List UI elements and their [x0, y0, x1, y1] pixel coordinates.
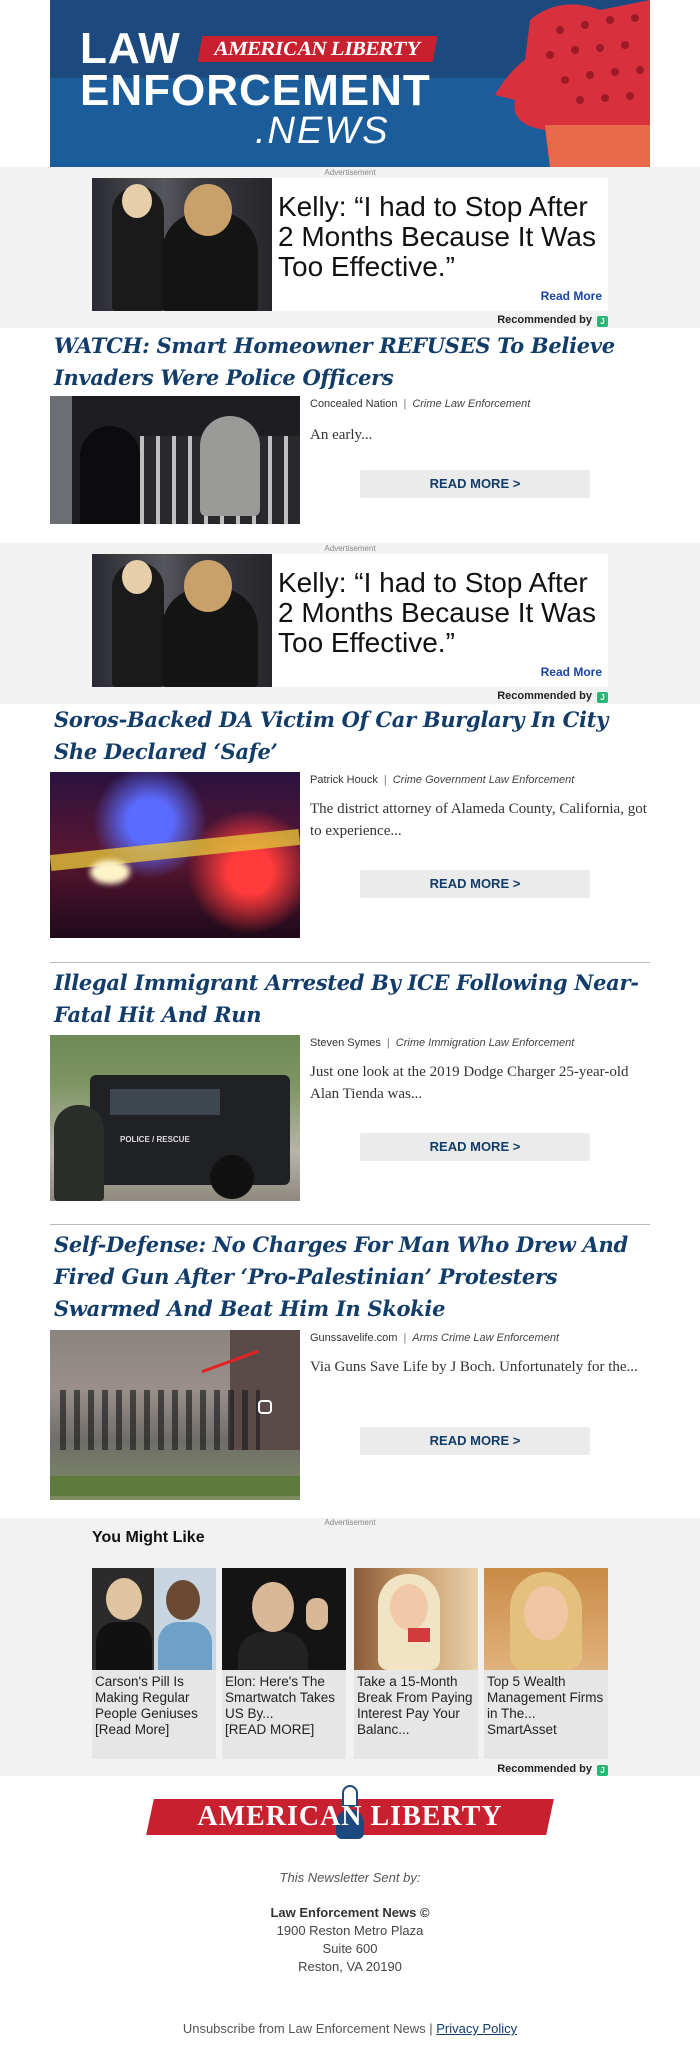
logo-line-enforcement: ENFORCEMENT — [80, 66, 431, 115]
recommendation-card[interactable] — [222, 1568, 346, 1759]
ad-label: Advertisement — [324, 1518, 376, 1527]
sent-by-text: This Newsletter Sent by: — [279, 1870, 421, 1885]
recommended-by-label: Recommended by — [497, 1763, 592, 1775]
you-might-like-title: You Might Like — [92, 1529, 205, 1546]
recommendation-text[interactable] — [357, 1674, 477, 1738]
read-more-button[interactable]: READ MORE > — [360, 870, 590, 898]
recommendation-card[interactable] — [354, 1568, 478, 1759]
meta-separator: | — [383, 774, 387, 786]
thumbnail-caption: POLICE / RESCUE — [120, 1135, 190, 1144]
publisher-name: Law Enforcement News © — [270, 1905, 430, 1920]
article-meta — [310, 398, 530, 410]
brand-ribbon: AMERICAN LIBERTY — [198, 36, 438, 62]
article-excerpt: The district attorney of Alameda County, California, got to experience... — [310, 801, 647, 839]
footer-brand-text: AMERICAN LIBERTY — [197, 1801, 503, 1832]
publisher-address — [0, 1904, 700, 1976]
you-might-like-grid — [92, 1568, 608, 1759]
unsubscribe-link[interactable]: Unsubscribe from Law Enforcement News — [182, 2021, 426, 2036]
article-author[interactable]: Concealed Nation — [310, 398, 398, 410]
recommended-badge: J — [597, 1765, 608, 1776]
meta-separator: | — [386, 1037, 390, 1049]
recommendation-image[interactable] — [484, 1568, 608, 1670]
recommended-by-label: Recommended by — [497, 314, 592, 326]
address-line-2: Suite 600 — [322, 1941, 378, 1956]
ad-label: Advertisement — [324, 544, 376, 553]
article-1 — [50, 330, 650, 530]
article-title[interactable]: Soros-Backed DA Victim Of Car Burglary In City She Declared ‘Safe’ — [54, 707, 609, 764]
recommended-by-label: Recommended by — [497, 690, 592, 702]
article-thumbnail[interactable] — [50, 1330, 300, 1500]
recommendation-card[interactable] — [484, 1568, 608, 1759]
article-thumbnail[interactable] — [50, 772, 300, 938]
footer-logo[interactable] — [150, 1785, 550, 1845]
ad-label: Advertisement — [324, 168, 376, 177]
article-thumbnail[interactable] — [50, 396, 300, 524]
privacy-policy-link[interactable]: Privacy Policy — [436, 2021, 518, 2036]
recommendation-headline: Elon: Here's The Smartwatch Takes US By... — [225, 1674, 336, 1721]
article-4 — [50, 1229, 650, 1509]
header-banner[interactable] — [50, 0, 650, 167]
unsubscribe-line — [0, 2021, 700, 2036]
recommended-by[interactable] — [497, 690, 608, 703]
ad-read-more-link[interactable]: Read More — [540, 289, 602, 303]
recommended-badge: J — [597, 316, 608, 327]
article-meta — [310, 1037, 574, 1049]
recommendation-text[interactable] — [225, 1674, 345, 1738]
article-title[interactable]: WATCH: Smart Homeowner REFUSES To Believe Invaders Were Police Officers — [54, 333, 615, 390]
instagram-icon — [258, 1400, 272, 1414]
logo-line-law: LAW — [80, 24, 181, 73]
recommendation-headline: Top 5 Wealth Management Firms in The... — [487, 1674, 604, 1721]
article-meta — [310, 774, 574, 786]
logo-line-news: .NEWS — [255, 110, 390, 152]
recommended-badge: J — [597, 692, 608, 703]
ad-headline[interactable]: Kelly: “I had to Stop After 2 Months Because It Was Too Effective.” — [278, 567, 596, 658]
recommendation-text[interactable] — [95, 1674, 215, 1738]
meta-separator: | — [403, 1332, 407, 1344]
recommended-by[interactable] — [497, 314, 608, 327]
ad-headline[interactable]: Kelly: “I had to Stop After 2 Months Because It Was Too Effective.” — [278, 191, 596, 282]
recommended-by[interactable] — [497, 1763, 608, 1776]
article-author[interactable]: Gunssavelife.com — [310, 1332, 398, 1344]
ad-card-1[interactable] — [92, 178, 608, 311]
address-line-1: 1900 Reston Metro Plaza — [276, 1923, 424, 1938]
recommendation-tail: [Read More] — [95, 1722, 170, 1737]
recommendation-text[interactable] — [487, 1674, 607, 1738]
ad-read-more-link[interactable]: Read More — [540, 665, 602, 679]
address-line-3: Reston, VA 20190 — [298, 1959, 402, 1974]
article-divider — [50, 962, 650, 963]
read-more-button[interactable]: READ MORE > — [360, 1427, 590, 1455]
read-more-button[interactable]: READ MORE > — [360, 1133, 590, 1161]
ad-photo — [92, 554, 272, 687]
article-categories[interactable]: Arms Crime Law Enforcement — [412, 1332, 560, 1344]
article-2 — [50, 704, 650, 944]
article-categories[interactable]: Crime Government Law Enforcement — [392, 774, 575, 786]
flag-silhouette-icon — [490, 0, 650, 167]
recommendation-image[interactable] — [222, 1568, 346, 1670]
meta-separator: | — [403, 398, 407, 410]
recommendation-image[interactable] — [354, 1568, 478, 1670]
recommendation-headline: Carson's Pill Is Making Regular People Geniuses — [95, 1674, 198, 1721]
article-categories[interactable]: Crime Immigration Law Enforcement — [395, 1037, 575, 1049]
article-author[interactable]: Steven Symes — [310, 1037, 381, 1049]
footer-separator: | — [429, 2021, 433, 2036]
recommendation-tail: SmartAsset — [487, 1722, 557, 1737]
article-thumbnail[interactable] — [50, 1035, 300, 1201]
article-categories[interactable]: Crime Law Enforcement — [412, 398, 531, 410]
recommendation-card[interactable] — [92, 1568, 216, 1759]
article-excerpt: Via Guns Save Life by J Boch. Unfortunately for the... — [310, 1359, 638, 1375]
article-title[interactable]: Illegal Immigrant Arrested By ICE Following Near-Fatal Hit And Run — [54, 970, 639, 1027]
ad-card-2[interactable] — [92, 554, 608, 687]
article-author[interactable]: Patrick Houck — [310, 774, 378, 786]
article-excerpt: An early... — [310, 427, 373, 443]
article-divider — [50, 1224, 650, 1225]
article-meta — [310, 1332, 559, 1344]
article-excerpt: Just one look at the 2019 Dodge Charger 25-year-old Alan Tienda was... — [310, 1064, 629, 1102]
article-3 — [50, 967, 650, 1207]
recommendation-headline: Take a 15-Month Break From Paying Interest Pay Your Balanc... — [357, 1674, 473, 1737]
article-title[interactable]: Self-Defense: No Charges For Man Who Drew And Fired Gun After ‘Pro-Palestinian’ Protesters Swarmed And Beat Him In Skokie — [54, 1232, 628, 1321]
recommendation-image[interactable] — [92, 1568, 216, 1670]
ad-photo — [92, 178, 272, 311]
recommendation-tail: [READ MORE] — [225, 1722, 315, 1737]
read-more-button[interactable]: READ MORE > — [360, 470, 590, 498]
